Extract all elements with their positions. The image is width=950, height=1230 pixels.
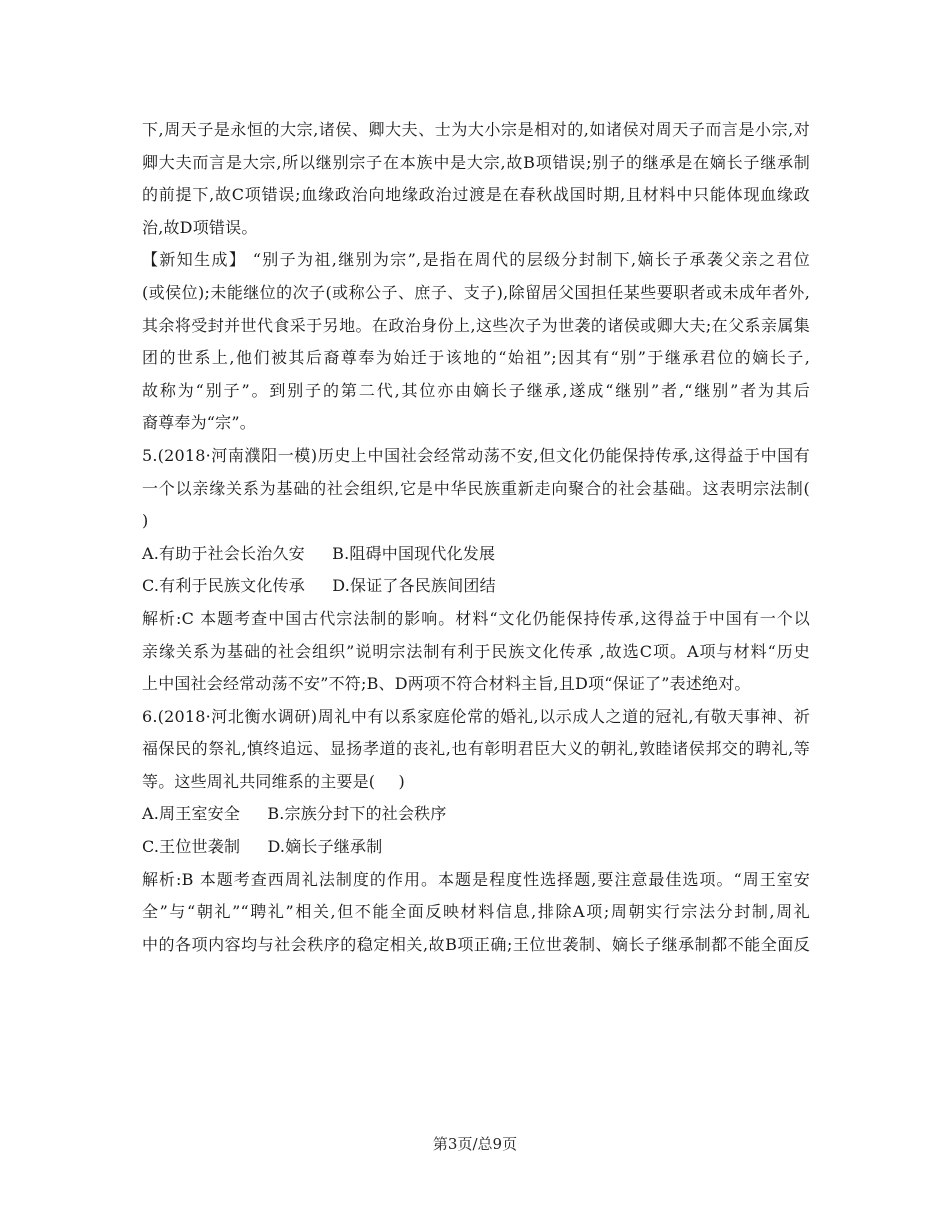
text-line: 其余将受封并世代食采于另地。在政治身份上,这些次子为世袭的诸侯或卿大夫;在父系亲属集 bbox=[142, 315, 810, 335]
question-5-analysis: 亲缘关系为基础的社会组织”说明宗法制有利于民族文化传承 ,故选C项。A项与材料“历史 bbox=[142, 641, 810, 661]
question-5-stem: 5.(2018·河南濮阳一模)历史上中国社会经常动荡不安,但文化仍能保持传承,这得益于中国有 bbox=[142, 445, 810, 465]
question-6-stem: 等。这些周礼共同维系的主要是( ) bbox=[142, 771, 405, 791]
question-6-analysis: 中的各项内容均与社会秩序的稳定相关,故B项正确;王位世袭制、嫡长子继承制都不能全面反 bbox=[142, 934, 810, 954]
text-line: 治,故D项错误。 bbox=[142, 217, 258, 237]
question-5-options: C.有利于民族文化传承 D.保证了各民族间团结 bbox=[142, 576, 496, 596]
question-6-analysis: 全”与“朝礼”“聘礼”相关,但不能全面反映材料信息,排除A项;周朝实行宗法分封制,周礼 bbox=[142, 902, 810, 922]
text-line: 团的世系上,他们被其后裔尊奉为始迁于该地的“始祖”;因其有“别”于继承君位的嫡长子, bbox=[142, 348, 810, 368]
question-6-stem: 6.(2018·河北衡水调研)周礼中有以系家庭伦常的婚礼,以示成人之道的冠礼,有敬天事神、祈 bbox=[142, 706, 810, 726]
page-number-footer: 第3页/总9页 bbox=[432, 1135, 518, 1153]
question-6-stem: 福保民的祭礼,慎终追远、显扬孝道的丧礼,也有彰明君臣大义的朝礼,敦睦诸侯邦交的聘礼,等 bbox=[142, 739, 810, 759]
question-5-options: A.有助于社会长治久安 B.阻碍中国现代化发展 bbox=[142, 543, 496, 563]
question-6-options: C.王位世袭制 D.嫡长子继承制 bbox=[142, 837, 383, 857]
text-line: 下,周天子是永恒的大宗,诸侯、卿大夫、士为大小宗是相对的,如诸侯对周天子而言是小宗,对 bbox=[142, 120, 810, 139]
text-line: 裔尊奉为“宗”。 bbox=[142, 413, 256, 433]
page-body bbox=[142, 114, 810, 961]
question-5-analysis: 解析:C 本题考查中国古代宗法制的影响。材料“文化仍能保持传承,这得益于中国有一个以 bbox=[142, 608, 810, 628]
question-5-stem: 一个以亲缘关系为基础的社会组织,它是中华民族重新走向聚合的社会基础。这表明宗法制( bbox=[142, 478, 810, 498]
text-line: (或侯位);未能继位的次子(或称公子、庶子、支子),除留居父国担任某些要职者或未成年者外, bbox=[142, 282, 810, 302]
text-line: 【新知生成】 “别子为祖,继别为宗”,是指在周代的层级分封制下,嫡长子承袭父亲之君位 bbox=[142, 250, 810, 270]
text-line: 卿大夫而言是大宗,所以继别宗子在本族中是大宗,故B项错误;别子的继承是在嫡长子继承制 bbox=[142, 152, 810, 172]
question-6-options: A.周王室安全 B.宗族分封下的社会秩序 bbox=[142, 804, 447, 824]
text-line: 故称为“别子”。到别子的第二代,其位亦由嫡长子继承,遂成“继别”者,“继别”者为其后 bbox=[142, 380, 810, 400]
question-6-analysis: 解析:B 本题考查西周礼法制度的作用。本题是程度性选择题,要注意最佳选项。“周王室安 bbox=[142, 869, 810, 889]
text-line: 的前提下,故C项错误;血缘政治向地缘政治过渡是在春秋战国时期,且材料中只能体现血缘政 bbox=[142, 185, 810, 205]
question-5-analysis: 上中国社会经常动荡不安”不符;B、D两项不符合材料主旨,且D项“保证了”表述绝对。 bbox=[142, 674, 751, 694]
question-5-stem: ) bbox=[142, 511, 149, 531]
